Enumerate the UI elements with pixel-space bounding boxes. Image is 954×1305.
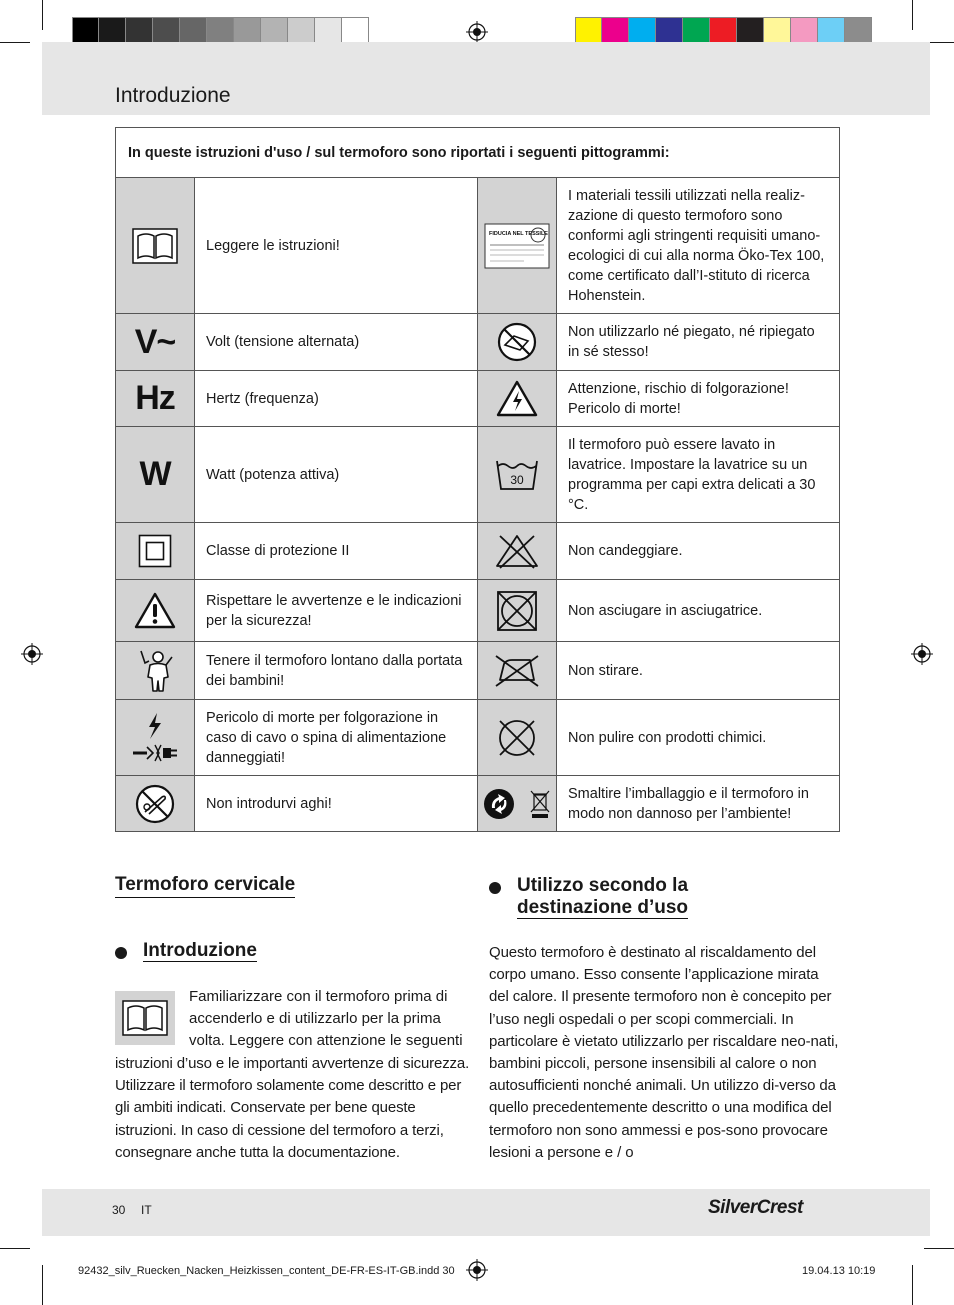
wash-temperature: 30	[510, 472, 524, 487]
icon-cell	[116, 776, 195, 832]
registration-mark-icon	[21, 643, 43, 665]
pictogram-description: Non stirare.	[557, 642, 840, 700]
do-not-bleach-icon	[494, 532, 540, 570]
registration-mark-icon	[466, 1259, 488, 1281]
bullet-dot	[489, 882, 501, 894]
icon-cell	[116, 700, 195, 776]
do-not-iron-icon	[494, 652, 540, 690]
icon-cell	[478, 580, 557, 642]
icon-cell	[478, 314, 557, 371]
registration-mark-icon	[911, 643, 933, 665]
table-row	[116, 523, 840, 580]
book-icon	[132, 228, 178, 264]
pictogram-table	[115, 127, 840, 832]
table-row	[116, 580, 840, 642]
crop-mark	[912, 1265, 913, 1305]
pictogram-description: I materiali tessili utilizzati nella realiz-zazione di questo termoforo sono conformi agli stringenti requisiti umano-ecologici di cui alla norma Öko-Tex 100, come certificato dall’I-stituto di ricerca Hohenstein.	[557, 178, 840, 314]
registration-mark-icon	[466, 21, 488, 43]
table-row	[116, 642, 840, 700]
oeko-tex-badge-text: FIDUCIA NEL TESSILE	[489, 230, 548, 237]
slug-filename: 92432_silv_Ruecken_Nacken_Heizkissen_content_DE-FR-ES-IT-GB.indd 30	[78, 1265, 455, 1277]
electric-shock-warning-icon	[496, 380, 538, 418]
icon-cell	[116, 371, 195, 427]
table-row	[116, 700, 840, 776]
hertz-symbol: Hz	[135, 379, 175, 417]
page-number: 30	[112, 1203, 126, 1217]
table-row	[116, 427, 840, 523]
icon-cell	[478, 523, 557, 580]
do-not-tumble-dry-icon	[495, 589, 539, 633]
pictogram-description: Tenere il termoforo lontano dalla portata dei bambini!	[195, 642, 478, 700]
no-pins-icon	[134, 783, 176, 825]
icon-cell	[116, 427, 195, 523]
usage-paragraph: Questo termoforo è destinato al riscaldamento del corpo umano. Esso consente l’applicazione mirata del calore. Il presente termoforo non è concepito per l’uso negli ospedali o per scopi commerciali. In particolare è vietato utilizzarlo per riscaldare neo-nati, bambini piccoli, persone insensibili al calore o non autosufficienti nonché animali. Un utilizzo di-verso da quello precedentemente descritto o una modifica del termoforo non sono ammessi e pos-sono provocare lesioni a persone e / o	[489, 944, 839, 1161]
recycling-icon	[483, 788, 515, 820]
icon-cell	[478, 776, 557, 832]
pictogram-description: Non pulire con prodotti chimici.	[557, 700, 840, 776]
pictogram-description: Non asciugare in asciugatrice.	[557, 580, 840, 642]
section-heading-utilizzo	[489, 875, 688, 919]
crop-mark	[912, 0, 913, 30]
icon-cell	[116, 580, 195, 642]
book-icon	[122, 1000, 168, 1036]
intro-paragraph-indented: Familiarizzare con il termoforo prima di accenderlo e di utilizzarlo per la prima volta. Leggere con attenzione le seguenti	[189, 988, 463, 1050]
icon-cell	[478, 178, 557, 314]
pictogram-description: Hertz (frequenza)	[195, 371, 478, 427]
pictogram-description: Non utilizzarlo né piegato, né ripiegato in sé stesso!	[557, 314, 840, 371]
icon-cell	[478, 427, 557, 523]
crop-mark	[42, 1265, 43, 1305]
watt-symbol: W	[139, 455, 171, 493]
pictogram-description: Watt (potenza attiva)	[195, 427, 478, 523]
crossed-bin-icon	[529, 789, 551, 819]
icon-cell	[115, 991, 175, 1045]
table-header: In queste istruzioni d'uso / sul termoforo sono riportati i seguenti pittogrammi:	[116, 128, 840, 178]
icon-cell	[478, 371, 557, 427]
table-row	[116, 371, 840, 427]
crop-mark	[0, 1248, 30, 1249]
table-row	[116, 314, 840, 371]
table-row	[116, 178, 840, 314]
machine-wash-30-icon	[495, 457, 539, 493]
section-heading-text: Introduzione	[143, 940, 257, 961]
main-heading: Termoforo cervicale	[115, 874, 295, 898]
slug-date: 19.04.13 10:19	[802, 1265, 876, 1277]
protection-class-ii-icon	[138, 534, 172, 568]
page-title: Introduzione	[115, 84, 231, 107]
brand-logo: SilverCrest	[708, 1197, 803, 1218]
pictogram-description: Classe di protezione II	[195, 523, 478, 580]
section-heading-introduzione	[115, 940, 257, 962]
oeko-tex-label-icon	[484, 223, 550, 269]
keep-away-from-children-icon	[135, 649, 175, 693]
bullet-dot	[115, 947, 127, 959]
icon-cell	[478, 700, 557, 776]
safety-warning-icon	[134, 592, 176, 630]
table-header-row	[116, 128, 840, 178]
icon-cell	[116, 314, 195, 371]
do-not-dry-clean-icon	[496, 717, 538, 759]
icon-cell	[116, 642, 195, 700]
volt-symbol: V~	[134, 322, 176, 361]
do-not-fold-icon	[496, 321, 538, 363]
crop-mark	[924, 1248, 954, 1249]
pictogram-description: Smaltire l’imballaggio e il termoforo in modo non dannoso per l’ambiente!	[557, 776, 840, 832]
table-row	[116, 776, 840, 832]
section-heading-line-2: destinazione d’uso	[517, 897, 689, 918]
crop-mark	[0, 42, 30, 43]
pictogram-description: Il termoforo può essere lavato in lavatrice. Impostare la lavatrice su un programma per capi extra delicati a 30 °C.	[557, 427, 840, 523]
icon-cell	[478, 642, 557, 700]
language-code: IT	[141, 1203, 152, 1217]
pictogram-description: Non introdurvi aghi!	[195, 776, 478, 832]
pictogram-description: Attenzione, rischio di folgorazione! Pericolo di morte!	[557, 371, 840, 427]
section-heading-line-1: Utilizzo secondo la	[517, 875, 689, 896]
crop-mark	[42, 0, 43, 30]
pictogram-description: Non candeggiare.	[557, 523, 840, 580]
pictogram-description: Pericolo di morte per folgorazione in caso di cavo o spina di alimentazione danneggiati!	[195, 700, 478, 776]
icon-cell	[116, 178, 195, 314]
damaged-cable-warning-icon	[131, 711, 179, 765]
icon-cell	[116, 523, 195, 580]
pictogram-description: Leggere le istruzioni!	[195, 178, 478, 314]
pictogram-description: Volt (tensione alternata)	[195, 314, 478, 371]
intro-paragraph: istruzioni d’uso e le importanti avvertenze di sicurezza. Utilizzare il termoforo solamente come descritto e per gli ambiti indicati. Conservate per bene queste istruzioni. In caso di cessione del termoforo a terzi, consegnare anche tutta la documentazione.	[115, 1055, 470, 1161]
pictogram-description: Rispettare le avvertenze e le indicazioni per la sicurezza!	[195, 580, 478, 642]
disposal-icons	[478, 788, 556, 820]
